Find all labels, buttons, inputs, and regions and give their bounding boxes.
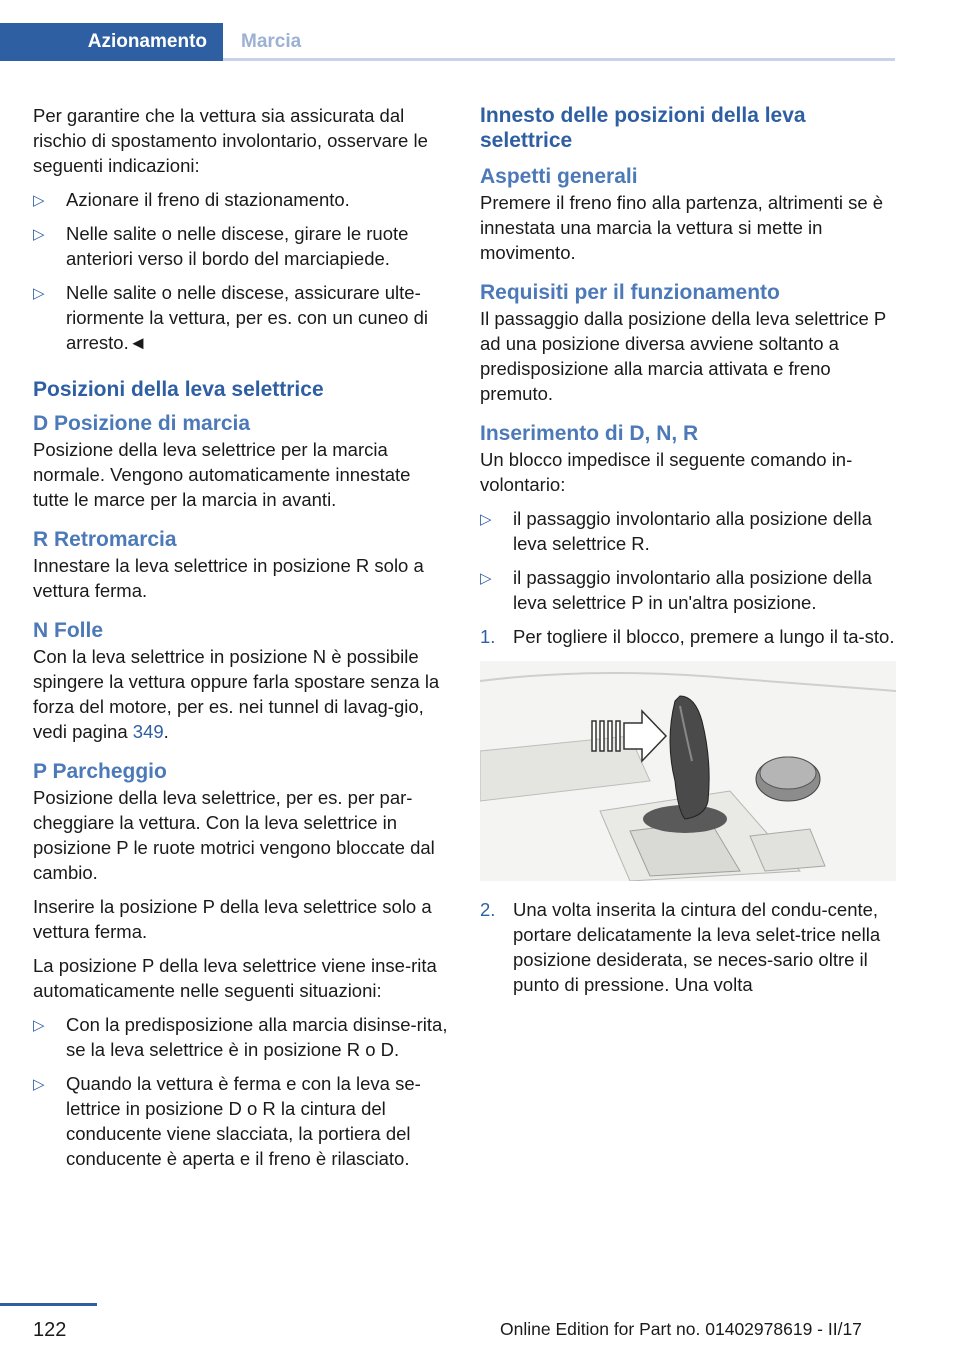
tab-underline bbox=[223, 58, 895, 61]
general-paragraph: Premere il freno fino alla partenza, altrimenti se è innestata una marcia la vettura si mette in movimento. bbox=[480, 192, 884, 263]
triangle-bullet-icon: ▷ bbox=[33, 1017, 45, 1034]
d-paragraph: Posizione della leva selettrice per la marcia normale. Vengono automaticamente innestate tutte le marce per la marcia in avanti. bbox=[33, 439, 411, 510]
edition-footer: Online Edition for Part no. 01402978619 - II/17 bbox=[500, 1319, 862, 1339]
steps-list-a bbox=[480, 624, 896, 649]
gear-selector-illustration bbox=[480, 661, 896, 881]
triangle-bullet-icon: ▷ bbox=[480, 570, 492, 587]
page-number: 122 bbox=[33, 1319, 67, 1341]
list-item: ▷ Nelle salite o nelle discese, assicurare ulte‐riormente la vettura, per es. con un cuneo di arresto.◄ bbox=[33, 282, 428, 353]
p-paragraph-1: Posizione della leva selettrice, per es. per par‐cheggiare la vettura. Con la leva selettrice in posizione P le ruote motrici vengono bloccate dal cambio. bbox=[33, 787, 435, 883]
step-item: 1. Per togliere il blocco, premere a lungo il ta‐sto. bbox=[480, 626, 895, 647]
subheading-general: Aspetti generali bbox=[480, 165, 638, 188]
p-paragraph-2: Inserire la posizione P della leva selettrice solo a vettura ferma. bbox=[33, 896, 432, 942]
subheading-r: R Retromarcia bbox=[33, 528, 177, 551]
dnr-paragraph: Un blocco impedisce il seguente comando in‐volontario: bbox=[480, 449, 853, 495]
section-heading-shift: Innesto delle posizioni della leva selettrice bbox=[480, 104, 806, 152]
list-item: ▷ Nelle salite o nelle discese, girare le ruote anteriori verso il bordo del marciapiede. bbox=[33, 223, 409, 269]
steps-list-b bbox=[480, 897, 896, 997]
subheading-d: D Posizione di marcia bbox=[33, 412, 251, 435]
triangle-bullet-icon: ▷ bbox=[33, 192, 45, 209]
list-item: ▷ il passaggio involontario alla posizione della leva selettrice P in un'altra posizione. bbox=[480, 567, 872, 613]
n-paragraph: Con la leva selettrice in posizione N è possibile spingere la vettura oppure farla spostare senza la forza del motore, per es. nei tunnel di lavag‐gio, vedi pagina 349. bbox=[33, 646, 440, 742]
left-column bbox=[33, 103, 449, 1180]
chapter-tabs bbox=[0, 23, 895, 61]
p-paragraph-3: La posizione P della leva selettrice viene inse‐rita automaticamente nelle seguenti situazioni: bbox=[33, 955, 437, 1001]
section-heading-positions: Posizioni della leva selettrice bbox=[33, 378, 324, 401]
list-item: ▷ Quando la vettura è ferma e con la leva se‐lettrice in posizione D o R la cintura del conducente viene slacciata, la portiera del conducente è aperta e il freno è rilasciato. bbox=[33, 1073, 421, 1169]
subheading-p: P Parcheggio bbox=[33, 760, 167, 783]
triangle-bullet-icon: ▷ bbox=[33, 1076, 45, 1093]
triangle-bullet-icon: ▷ bbox=[480, 511, 492, 528]
right-column bbox=[480, 103, 896, 1006]
tab-marcia: Marcia bbox=[241, 31, 302, 52]
intro-paragraph: Per garantire che la vettura sia assicurata dal rischio di spostamento involontario, osservare le seguenti indicazioni: bbox=[33, 105, 428, 176]
list-item: ▷ Con la predisposizione alla marcia disinse‐rita, se la leva selettrice è in posizione R o D. bbox=[33, 1014, 448, 1060]
step-item: 2. Una volta inserita la cintura del condu‐cente, portare delicatamente la leva selet‐trice nella posizione desiderata, se neces‐sario oltre il punto di pressione. Una volta bbox=[480, 899, 881, 995]
list-item: ▷ Azionare il freno di stazionamento. bbox=[33, 187, 449, 212]
intro-list bbox=[33, 187, 449, 355]
page-link[interactable]: 349 bbox=[132, 721, 164, 742]
triangle-bullet-icon: ▷ bbox=[33, 285, 45, 302]
subheading-requirements: Requisiti per il funzionamento bbox=[480, 281, 780, 304]
requirements-paragraph: Il passaggio dalla posizione della leva selettrice P ad una posizione diversa avviene soltanto a predisposizione alla marcia attivata e freno premuto. bbox=[480, 308, 886, 404]
p-list bbox=[33, 1012, 449, 1171]
triangle-bullet-icon: ▷ bbox=[33, 226, 45, 243]
tab-azionamento: Azionamento bbox=[0, 23, 223, 61]
gear-lever-image bbox=[480, 661, 896, 881]
dnr-list bbox=[480, 506, 896, 615]
list-item: ▷ il passaggio involontario alla posizione della leva selettrice R. bbox=[480, 508, 872, 554]
subheading-n: N Folle bbox=[33, 619, 104, 642]
footer-rule bbox=[0, 1303, 97, 1306]
r-paragraph: Innestare la leva selettrice in posizione R solo a vettura ferma. bbox=[33, 555, 424, 601]
subheading-dnr: Inserimento di D, N, R bbox=[480, 422, 699, 445]
